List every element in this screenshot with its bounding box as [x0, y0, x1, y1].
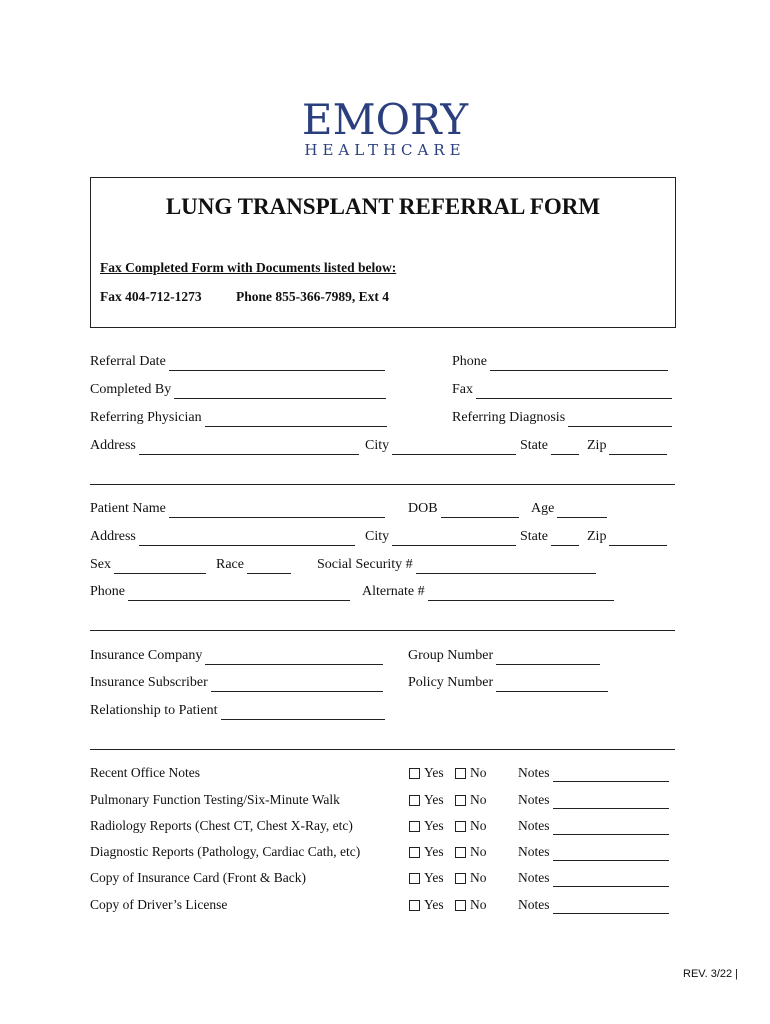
no-label: No: [470, 792, 487, 807]
document-item-label: Recent Office Notes: [90, 765, 200, 780]
document-item-label: Pulmonary Function Testing/Six-Minute Walk: [90, 792, 340, 807]
referral-phone-label: Phone: [452, 354, 487, 369]
no-label: No: [470, 818, 487, 833]
referring-diagnosis-field[interactable]: [452, 409, 672, 427]
fax-instruction: Fax Completed Form with Documents listed below:: [100, 260, 397, 275]
patient-name-field[interactable]: [90, 500, 385, 518]
yes-label: Yes: [424, 792, 444, 807]
policy-number-field[interactable]: [408, 674, 608, 692]
sex-field[interactable]: [90, 556, 206, 574]
checkbox-icon: [455, 900, 466, 911]
notes-label: Notes: [518, 792, 550, 807]
group-number-field[interactable]: [408, 647, 600, 665]
patient-state-field[interactable]: [520, 528, 579, 546]
referral-state-label: State: [520, 438, 548, 453]
alternate-phone-field[interactable]: [362, 583, 614, 601]
no-checkbox[interactable]: [455, 869, 487, 887]
referral-zip-field[interactable]: [587, 437, 667, 455]
section-divider: [90, 484, 675, 485]
patient-address-field[interactable]: [90, 528, 355, 546]
no-label: No: [470, 897, 487, 912]
checkbox-icon: [409, 873, 420, 884]
alternate-phone-label: Alternate #: [362, 584, 425, 599]
referring-diagnosis-label: Referring Diagnosis: [452, 410, 566, 425]
checkbox-icon: [409, 821, 420, 832]
yes-label: Yes: [424, 765, 444, 780]
notes-label: Notes: [518, 870, 550, 885]
dob-field[interactable]: [408, 500, 519, 518]
form-title: LUNG TRANSPLANT REFERRAL FORM: [165, 194, 601, 219]
logo-healthcare: HEALTHCARE: [304, 141, 466, 159]
yes-checkbox[interactable]: [409, 896, 444, 914]
no-checkbox[interactable]: [455, 843, 487, 861]
no-label: No: [470, 870, 487, 885]
insurance-company-label: Insurance Company: [90, 648, 203, 663]
policy-number-label: Policy Number: [408, 675, 494, 690]
section-divider: [90, 749, 675, 750]
yes-label: Yes: [424, 897, 444, 912]
checkbox-icon: [409, 795, 420, 806]
referring-physician-field[interactable]: [90, 409, 387, 427]
no-label: No: [470, 844, 487, 859]
checkbox-icon: [455, 795, 466, 806]
notes-label: Notes: [518, 897, 550, 912]
notes-field[interactable]: [518, 817, 669, 835]
no-label: No: [470, 765, 487, 780]
patient-state-label: State: [520, 529, 548, 544]
no-checkbox[interactable]: [455, 764, 487, 782]
completed-by-field[interactable]: [90, 381, 386, 399]
relationship-field[interactable]: [90, 702, 385, 720]
yes-checkbox[interactable]: [409, 869, 444, 887]
phone-number: Phone 855-366-7989, Ext 4: [236, 289, 389, 304]
patient-city-field[interactable]: [365, 528, 516, 546]
referral-fax-label: Fax: [452, 382, 473, 397]
document-item-label: Diagnostic Reports (Pathology, Cardiac Cath, etc): [90, 844, 361, 859]
document-item-label: Copy of Insurance Card (Front & Back): [90, 870, 306, 885]
yes-checkbox[interactable]: [409, 817, 444, 835]
patient-zip-label: Zip: [587, 529, 607, 544]
no-checkbox[interactable]: [455, 817, 487, 835]
patient-address-label: Address: [90, 529, 136, 544]
document-item-label: Copy of Driver’s License: [90, 897, 228, 912]
insurance-subscriber-label: Insurance Subscriber: [90, 675, 208, 690]
patient-name-label: Patient Name: [90, 501, 166, 516]
notes-label: Notes: [518, 818, 550, 833]
referral-state-field[interactable]: [520, 437, 579, 455]
dob-label: DOB: [408, 501, 438, 516]
document-item-label: Radiology Reports (Chest CT, Chest X-Ray, etc): [90, 818, 353, 833]
patient-phone-label: Phone: [90, 584, 125, 599]
relationship-label: Relationship to Patient: [90, 703, 218, 718]
patient-zip-field[interactable]: [587, 528, 667, 546]
checkbox-icon: [455, 873, 466, 884]
yes-checkbox[interactable]: [409, 843, 444, 861]
insurance-subscriber-field[interactable]: [90, 674, 383, 692]
age-field[interactable]: [531, 500, 607, 518]
notes-field[interactable]: [518, 843, 669, 861]
referral-date-field[interactable]: [90, 353, 385, 371]
group-number-label: Group Number: [408, 648, 494, 663]
yes-checkbox[interactable]: [409, 764, 444, 782]
referral-phone-field[interactable]: [452, 353, 668, 371]
no-checkbox[interactable]: [455, 791, 487, 809]
referral-address-field[interactable]: [90, 437, 359, 455]
patient-city-label: City: [365, 529, 390, 544]
checkbox-icon: [409, 768, 420, 779]
yes-label: Yes: [424, 870, 444, 885]
no-checkbox[interactable]: [455, 896, 487, 914]
logo-emory: EMORY: [301, 95, 469, 144]
checkbox-icon: [455, 847, 466, 858]
yes-label: Yes: [424, 844, 444, 859]
completed-by-label: Completed By: [90, 382, 172, 397]
referral-date-label: Referral Date: [90, 354, 166, 369]
yes-checkbox[interactable]: [409, 791, 444, 809]
checkbox-icon: [409, 900, 420, 911]
referral-address-label: Address: [90, 438, 136, 453]
checkbox-icon: [409, 847, 420, 858]
sex-label: Sex: [90, 557, 111, 572]
checkbox-icon: [455, 821, 466, 832]
notes-label: Notes: [518, 765, 550, 780]
age-label: Age: [531, 501, 555, 516]
insurance-company-field[interactable]: [90, 647, 383, 665]
yes-label: Yes: [424, 818, 444, 833]
referral-fax-field[interactable]: [452, 381, 672, 399]
notes-field[interactable]: [518, 791, 669, 809]
notes-field[interactable]: [518, 869, 669, 887]
referral-city-field[interactable]: [365, 437, 516, 455]
ssn-label: Social Security #: [317, 557, 413, 572]
revision-label: REV. 3/22 |: [683, 968, 739, 980]
patient-phone-field[interactable]: [90, 583, 350, 601]
fax-number: Fax 404-712-1273: [100, 289, 202, 304]
notes-field[interactable]: [518, 896, 669, 914]
notes-label: Notes: [518, 844, 550, 859]
referral-city-label: City: [365, 438, 390, 453]
ssn-field[interactable]: [317, 556, 596, 574]
notes-field[interactable]: [518, 764, 669, 782]
race-field[interactable]: [216, 556, 291, 574]
checkbox-icon: [455, 768, 466, 779]
referral-zip-label: Zip: [587, 438, 607, 453]
referring-physician-label: Referring Physician: [90, 410, 202, 425]
section-divider: [90, 630, 675, 631]
race-label: Race: [216, 557, 244, 572]
